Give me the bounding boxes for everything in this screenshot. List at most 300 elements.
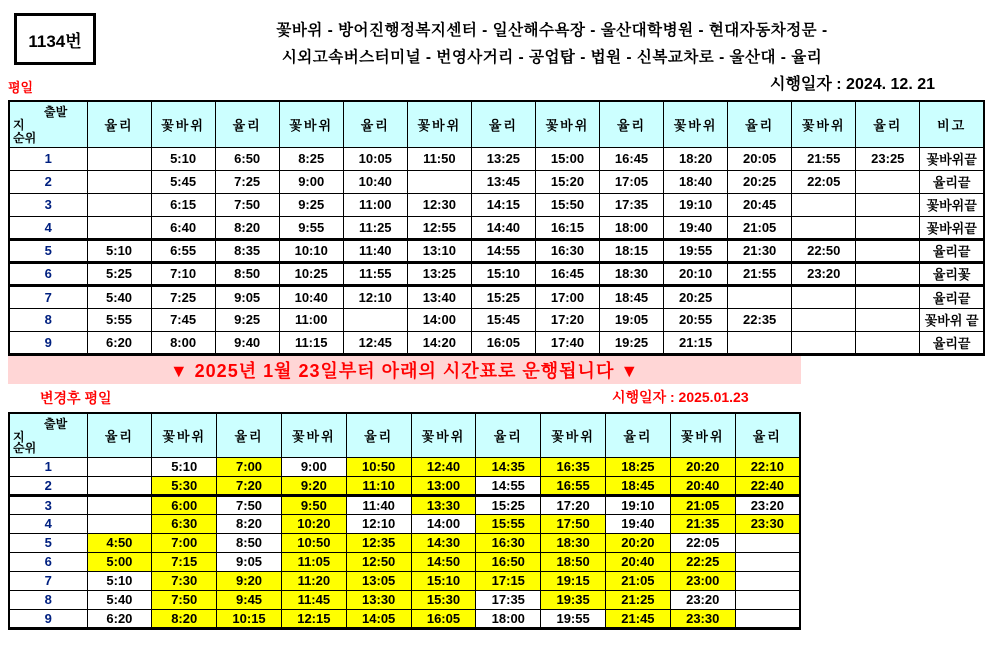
time-cell: 20:40: [606, 552, 671, 571]
row-number-cell: 9: [9, 609, 87, 628]
time-cell: 5:25: [87, 262, 151, 285]
time-cell: 5:40: [87, 285, 151, 308]
time-cell: 14:05: [346, 609, 411, 628]
time-cell: 21:05: [606, 571, 671, 590]
time-cell: 9:25: [215, 308, 279, 331]
time-cell: [792, 308, 856, 331]
time-cell: 15:30: [411, 590, 476, 609]
remark-cell: 꽃바위끝: [920, 216, 984, 239]
timetable-row: [9, 495, 800, 514]
corner-label-order: 순위: [13, 130, 37, 145]
column-header: 율리: [87, 101, 151, 147]
time-cell: [728, 285, 792, 308]
time-cell: 13:30: [411, 495, 476, 514]
timetable-row: [9, 533, 800, 552]
time-cell: 21:05: [728, 216, 792, 239]
timetable-row: [9, 609, 800, 628]
time-cell: [87, 476, 152, 495]
time-cell: 15:25: [471, 285, 535, 308]
time-cell: 16:45: [535, 262, 599, 285]
time-cell: 11:40: [343, 239, 407, 262]
time-cell: 6:50: [215, 147, 279, 170]
column-header: 꽃바위: [281, 413, 346, 457]
time-cell: 20:45: [728, 193, 792, 216]
time-cell: 18:50: [541, 552, 606, 571]
time-cell: 12:10: [346, 514, 411, 533]
time-cell: 22:40: [735, 476, 800, 495]
column-header: 꽃바위: [152, 413, 217, 457]
time-cell: 21:35: [670, 514, 735, 533]
time-cell: 11:45: [281, 590, 346, 609]
row-number-cell: 8: [9, 308, 87, 331]
row-number-cell: 5: [9, 533, 87, 552]
time-cell: [87, 193, 151, 216]
time-cell: 13:25: [471, 147, 535, 170]
time-cell: 23:20: [735, 495, 800, 514]
changed-weekday-label: 변경후 평일: [40, 390, 112, 406]
time-cell: 5:45: [151, 170, 215, 193]
time-cell: 17:50: [541, 514, 606, 533]
remark-cell: 꽃바위 끝: [920, 308, 984, 331]
time-cell: 8:20: [215, 216, 279, 239]
row-number-cell: 2: [9, 170, 87, 193]
time-cell: 14:35: [476, 457, 541, 476]
time-cell: 19:55: [664, 239, 728, 262]
row-number-cell: 2: [9, 476, 87, 495]
remark-cell: 율리끝: [920, 285, 984, 308]
time-cell: 16:55: [541, 476, 606, 495]
time-cell: 9:20: [217, 571, 282, 590]
time-cell: 11:50: [407, 147, 471, 170]
time-cell: 9:40: [215, 331, 279, 354]
time-cell: 7:00: [152, 533, 217, 552]
column-header: 율리: [735, 413, 800, 457]
time-cell: 7:00: [217, 457, 282, 476]
time-cell: [856, 285, 920, 308]
time-cell: 18:25: [606, 457, 671, 476]
time-cell: 14:55: [476, 476, 541, 495]
time-cell: 22:05: [792, 170, 856, 193]
time-cell: 16:05: [411, 609, 476, 628]
time-cell: [87, 216, 151, 239]
time-cell: 19:55: [541, 609, 606, 628]
time-cell: 15:00: [535, 147, 599, 170]
row-number-cell: 3: [9, 193, 87, 216]
column-header: 율리: [600, 101, 664, 147]
time-cell: 10:50: [346, 457, 411, 476]
row-number-cell: 7: [9, 285, 87, 308]
time-cell: 6:30: [152, 514, 217, 533]
column-header: 꽃바위: [541, 413, 606, 457]
time-cell: 14:50: [411, 552, 476, 571]
time-cell: 11:15: [279, 331, 343, 354]
time-cell: 19:15: [541, 571, 606, 590]
time-cell: 5:10: [151, 147, 215, 170]
time-cell: 17:00: [535, 285, 599, 308]
time-cell: 11:25: [343, 216, 407, 239]
timetable-current: [8, 100, 985, 356]
column-header: 율리: [343, 101, 407, 147]
time-cell: 18:30: [600, 262, 664, 285]
time-cell: 13:45: [471, 170, 535, 193]
corner-header-cell: [9, 413, 87, 457]
time-cell: 13:25: [407, 262, 471, 285]
column-header: 율리: [476, 413, 541, 457]
column-header: 꽃바위: [279, 101, 343, 147]
time-cell: 5:55: [87, 308, 151, 331]
timetable-row: [9, 590, 800, 609]
time-cell: 8:50: [217, 533, 282, 552]
timetable-row: [9, 571, 800, 590]
time-cell: 5:10: [87, 571, 152, 590]
time-cell: [735, 571, 800, 590]
time-cell: 10:05: [343, 147, 407, 170]
time-cell: 11:00: [343, 193, 407, 216]
time-cell: 13:00: [411, 476, 476, 495]
time-cell: 15:20: [535, 170, 599, 193]
time-cell: 19:10: [664, 193, 728, 216]
column-header: 꽃바위: [411, 413, 476, 457]
time-cell: 14:30: [411, 533, 476, 552]
row-number-cell: 4: [9, 514, 87, 533]
time-cell: 10:25: [279, 262, 343, 285]
time-cell: 20:40: [670, 476, 735, 495]
time-cell: 11:55: [343, 262, 407, 285]
time-cell: 20:10: [664, 262, 728, 285]
time-cell: 5:40: [87, 590, 152, 609]
time-cell: 13:05: [346, 571, 411, 590]
time-cell: 13:10: [407, 239, 471, 262]
corner-label-place: 지: [13, 118, 25, 132]
time-cell: 12:10: [343, 285, 407, 308]
time-cell: 18:45: [600, 285, 664, 308]
time-cell: [735, 533, 800, 552]
time-cell: [728, 331, 792, 354]
time-cell: 11:40: [346, 495, 411, 514]
time-cell: 6:55: [151, 239, 215, 262]
time-cell: 9:05: [215, 285, 279, 308]
time-cell: 18:20: [664, 147, 728, 170]
row-number-cell: 1: [9, 457, 87, 476]
time-cell: 14:15: [471, 193, 535, 216]
time-cell: 21:55: [728, 262, 792, 285]
time-cell: 6:20: [87, 331, 151, 354]
timetable-row: [9, 285, 984, 308]
time-cell: 7:20: [217, 476, 282, 495]
time-cell: 15:50: [535, 193, 599, 216]
time-cell: [792, 285, 856, 308]
time-cell: 19:40: [664, 216, 728, 239]
time-cell: 7:50: [152, 590, 217, 609]
remark-cell: 율리끝: [920, 170, 984, 193]
time-cell: [856, 308, 920, 331]
time-cell: 20:25: [728, 170, 792, 193]
remark-cell: 꽃바위끝: [920, 147, 984, 170]
row-number-cell: 3: [9, 495, 87, 514]
time-cell: 8:00: [151, 331, 215, 354]
time-cell: 17:20: [541, 495, 606, 514]
time-cell: 12:55: [407, 216, 471, 239]
time-cell: 19:25: [600, 331, 664, 354]
column-header: 율리: [728, 101, 792, 147]
time-cell: 5:30: [152, 476, 217, 495]
time-cell: 14:55: [471, 239, 535, 262]
time-cell: 9:55: [279, 216, 343, 239]
time-cell: 18:15: [600, 239, 664, 262]
time-cell: 22:25: [670, 552, 735, 571]
timetable-row: [9, 239, 984, 262]
time-cell: 5:10: [87, 239, 151, 262]
time-cell: 7:15: [152, 552, 217, 571]
row-number-cell: 6: [9, 262, 87, 285]
column-header: 꽃바위: [151, 101, 215, 147]
time-cell: 14:00: [411, 514, 476, 533]
route-line-1: 꽃바위 - 방어진행정복지센터 - 일산해수욕장 - 울산대학병원 - 현대자동차정문 -: [276, 22, 828, 39]
time-cell: 12:30: [407, 193, 471, 216]
time-cell: [856, 239, 920, 262]
time-cell: [407, 170, 471, 193]
row-number-cell: 4: [9, 216, 87, 239]
time-cell: 22:05: [670, 533, 735, 552]
time-cell: 18:00: [600, 216, 664, 239]
route-description: [110, 17, 994, 71]
time-cell: 18:40: [664, 170, 728, 193]
time-cell: 10:40: [279, 285, 343, 308]
time-cell: 16:30: [476, 533, 541, 552]
time-cell: 14:00: [407, 308, 471, 331]
time-cell: 23:20: [670, 590, 735, 609]
time-cell: [735, 590, 800, 609]
time-cell: [856, 193, 920, 216]
time-cell: 11:05: [281, 552, 346, 571]
time-cell: 20:05: [728, 147, 792, 170]
header-row: [9, 101, 984, 147]
effective-date-new: 시행일자 : 2025.01.23: [612, 389, 749, 405]
row-number-cell: 7: [9, 571, 87, 590]
time-cell: 12:50: [346, 552, 411, 571]
time-cell: 7:10: [151, 262, 215, 285]
time-cell: 17:20: [535, 308, 599, 331]
time-cell: 23:00: [670, 571, 735, 590]
time-cell: 17:05: [600, 170, 664, 193]
time-cell: [87, 457, 152, 476]
time-cell: 15:25: [476, 495, 541, 514]
time-cell: 13:40: [407, 285, 471, 308]
column-header: 꽃바위: [407, 101, 471, 147]
time-cell: 19:40: [606, 514, 671, 533]
time-cell: 10:50: [281, 533, 346, 552]
time-cell: 12:45: [343, 331, 407, 354]
timetable-new: [8, 412, 801, 630]
time-cell: 11:00: [279, 308, 343, 331]
timetable-row: [9, 308, 984, 331]
time-cell: [792, 331, 856, 354]
time-cell: 4:50: [87, 533, 152, 552]
route-line-2: 시외고속버스터미널 - 번영사거리 - 공업탑 - 법원 - 신복교차로 - 울산대 - 율리: [281, 49, 823, 66]
time-cell: 8:20: [152, 609, 217, 628]
time-cell: 9:05: [217, 552, 282, 571]
time-cell: 16:35: [541, 457, 606, 476]
time-cell: 16:15: [535, 216, 599, 239]
time-cell: 16:30: [535, 239, 599, 262]
time-cell: [856, 170, 920, 193]
route-number: 1134번: [28, 31, 82, 51]
timetable-row: [9, 147, 984, 170]
time-cell: 15:10: [471, 262, 535, 285]
time-cell: 15:55: [476, 514, 541, 533]
time-cell: 22:50: [792, 239, 856, 262]
time-cell: 10:15: [217, 609, 282, 628]
time-cell: 16:05: [471, 331, 535, 354]
time-cell: [87, 495, 152, 514]
time-cell: 19:05: [600, 308, 664, 331]
time-cell: 16:50: [476, 552, 541, 571]
time-cell: 18:30: [541, 533, 606, 552]
time-cell: 23:20: [792, 262, 856, 285]
row-number-cell: 6: [9, 552, 87, 571]
time-cell: 17:35: [476, 590, 541, 609]
time-cell: 6:40: [151, 216, 215, 239]
corner-label-departure: 출발: [44, 417, 68, 431]
time-cell: [856, 216, 920, 239]
time-cell: 7:50: [215, 193, 279, 216]
time-cell: 18:45: [606, 476, 671, 495]
header-row: [9, 413, 800, 457]
time-cell: [792, 193, 856, 216]
time-cell: 9:00: [281, 457, 346, 476]
time-cell: [87, 514, 152, 533]
time-cell: 20:25: [664, 285, 728, 308]
timetable-row: [9, 193, 984, 216]
column-header: 율리: [856, 101, 920, 147]
time-cell: 20:55: [664, 308, 728, 331]
row-number-cell: 9: [9, 331, 87, 354]
time-cell: 5:00: [87, 552, 152, 571]
time-cell: 8:20: [217, 514, 282, 533]
time-cell: 12:15: [281, 609, 346, 628]
time-cell: 14:40: [471, 216, 535, 239]
time-cell: 8:35: [215, 239, 279, 262]
time-cell: 7:50: [217, 495, 282, 514]
time-cell: 23:25: [856, 147, 920, 170]
time-cell: 21:45: [606, 609, 671, 628]
time-cell: 8:50: [215, 262, 279, 285]
timetable-row: [9, 457, 800, 476]
time-cell: 17:40: [535, 331, 599, 354]
time-cell: 9:50: [281, 495, 346, 514]
time-cell: 21:55: [792, 147, 856, 170]
time-cell: 23:30: [735, 514, 800, 533]
time-cell: [735, 552, 800, 571]
time-cell: 10:40: [343, 170, 407, 193]
corner-label-order: 순위: [13, 440, 37, 455]
time-cell: 20:20: [606, 533, 671, 552]
time-cell: 19:35: [541, 590, 606, 609]
corner-label-place: 지: [13, 430, 25, 444]
timetable-row: [9, 216, 984, 239]
column-header: 율리: [217, 413, 282, 457]
time-cell: 18:00: [476, 609, 541, 628]
remark-cell: 꽃바위끝: [920, 193, 984, 216]
remark-cell: 율리끝: [920, 331, 984, 354]
time-cell: 11:10: [346, 476, 411, 495]
time-cell: 6:15: [151, 193, 215, 216]
time-cell: 15:10: [411, 571, 476, 590]
time-cell: 12:40: [411, 457, 476, 476]
time-cell: 21:05: [670, 495, 735, 514]
timetable-row: [9, 552, 800, 571]
timetable-row: [9, 476, 800, 495]
column-header: 비고: [920, 101, 984, 147]
column-header: 꽃바위: [792, 101, 856, 147]
time-cell: 7:25: [151, 285, 215, 308]
time-cell: 7:25: [215, 170, 279, 193]
time-cell: 21:30: [728, 239, 792, 262]
time-cell: 12:35: [346, 533, 411, 552]
time-cell: 15:45: [471, 308, 535, 331]
time-cell: 8:25: [279, 147, 343, 170]
time-cell: 9:45: [217, 590, 282, 609]
time-cell: 6:00: [152, 495, 217, 514]
row-number-cell: 8: [9, 590, 87, 609]
column-header: 꽃바위: [670, 413, 735, 457]
timetable-row: [9, 170, 984, 193]
remark-cell: 율리꽃: [920, 262, 984, 285]
column-header: 율리: [346, 413, 411, 457]
time-cell: [856, 262, 920, 285]
remark-cell: 율리끝: [920, 239, 984, 262]
time-cell: 10:20: [281, 514, 346, 533]
time-cell: 7:30: [152, 571, 217, 590]
time-cell: 11:20: [281, 571, 346, 590]
corner-header-cell: [9, 101, 87, 147]
time-cell: [87, 147, 151, 170]
time-cell: 19:10: [606, 495, 671, 514]
effective-date-current: 시행일자 : 2024. 12. 21: [770, 76, 936, 93]
time-cell: 6:20: [87, 609, 152, 628]
corner-label-departure: 출발: [44, 105, 68, 119]
time-cell: 21:25: [606, 590, 671, 609]
column-header: 율리: [471, 101, 535, 147]
row-number-cell: 1: [9, 147, 87, 170]
column-header: 율리: [215, 101, 279, 147]
time-cell: 17:35: [600, 193, 664, 216]
time-cell: 10:10: [279, 239, 343, 262]
timetable-row: [9, 262, 984, 285]
timetable-row: [9, 514, 800, 533]
time-cell: 5:10: [152, 457, 217, 476]
time-cell: 21:15: [664, 331, 728, 354]
weekday-label: 평일: [8, 80, 34, 95]
column-header: 율리: [606, 413, 671, 457]
time-cell: [792, 216, 856, 239]
row-number-cell: 5: [9, 239, 87, 262]
time-cell: 16:45: [600, 147, 664, 170]
time-cell: 22:35: [728, 308, 792, 331]
column-header: 율리: [87, 413, 152, 457]
route-number-box: [14, 13, 96, 65]
time-cell: 13:30: [346, 590, 411, 609]
time-cell: 9:00: [279, 170, 343, 193]
time-cell: 14:20: [407, 331, 471, 354]
notice-banner: ▼ 2025년 1월 23일부터 아래의 시간표로 운행됩니다 ▼: [8, 356, 801, 384]
time-cell: [343, 308, 407, 331]
time-cell: 23:30: [670, 609, 735, 628]
time-cell: 9:20: [281, 476, 346, 495]
column-header: 꽃바위: [664, 101, 728, 147]
time-cell: 7:45: [151, 308, 215, 331]
time-cell: [87, 170, 151, 193]
